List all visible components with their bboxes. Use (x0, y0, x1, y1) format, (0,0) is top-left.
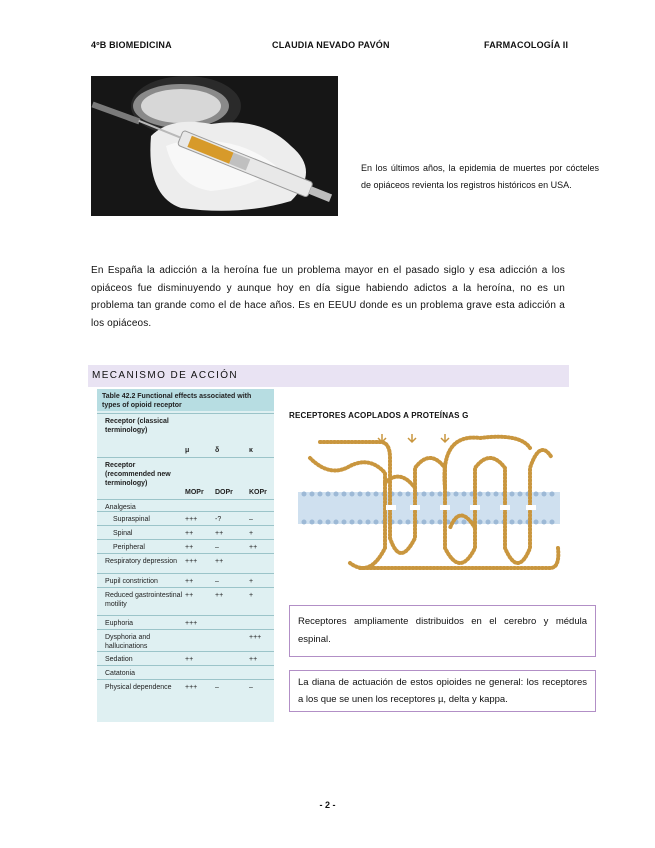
table-row-label: Analgesia (105, 504, 136, 511)
header-left: 4ºB BIOMEDICINA (91, 40, 172, 50)
photo-caption: En los últimos años, la epidemia de muertes por cócteles de opiáceos revienta los registros históricos en USA. (361, 163, 599, 190)
table-cell-kappa: ++ (249, 544, 258, 551)
table-cell-mu: +++ (185, 558, 198, 565)
table-row (97, 413, 274, 458)
table-row-label: Peripheral (113, 544, 145, 551)
table-row-label: Reduced gastrointestinal motility (105, 592, 183, 608)
table-row (97, 511, 274, 526)
table-row (97, 665, 274, 680)
table-cell-mu: ++ (185, 544, 194, 551)
table-row (97, 587, 274, 616)
table-row (97, 525, 274, 540)
receptor-title: RECEPTORES ACOPLADOS A PROTEÍNAS G (289, 411, 469, 420)
table-cell-mu: +++ (185, 516, 198, 523)
table-row (97, 651, 274, 666)
table-row-label: Euphoria (105, 620, 134, 627)
gpcr-diagram (290, 428, 567, 590)
table-row (97, 457, 274, 500)
table-cell-delta: DOPr (215, 489, 233, 496)
table-cell-kappa: + (249, 578, 254, 585)
table-cell-mu: ++ (185, 656, 194, 663)
table-cell-delta: ++ (215, 592, 224, 599)
header-right: FARMACOLOGÍA II (484, 40, 569, 50)
header-center: CLAUDIA NEVADO PAVÓN (272, 40, 390, 50)
table-row (97, 573, 274, 588)
table-row-label: Sedation (105, 656, 133, 663)
table-cell-kappa: – (249, 516, 253, 523)
gpcr-illustration (290, 428, 567, 590)
table-row (97, 679, 274, 702)
table-row-label: Spinal (113, 530, 133, 537)
table-cell-delta: δ (215, 447, 220, 454)
table-row-label: Physical dependence (105, 684, 172, 691)
table-title: Table 42.2 Functional effects associated with types of opioid receptor (97, 389, 274, 411)
body-paragraph: En España la adicción a la heroína fue un problema mayor en el pasado siglo y esa adicción a los opiáceos fue disminuyendo y aunque hoy en día sigue habiendo adictos a la heroína, no es un problema tan grande como el de hace años. Es en EEUU donde es un problema grave esta adicción a los opiáceos. (91, 265, 565, 329)
table-cell-mu: ++ (185, 530, 194, 537)
table-cell-mu: ++ (185, 592, 194, 599)
photo-illustration (91, 76, 338, 216)
table-cell-kappa: ++ (249, 656, 258, 663)
table-cell-mu: +++ (185, 620, 198, 627)
table-cell-kappa: – (249, 684, 253, 691)
table-cell-mu: MOPr (185, 489, 204, 496)
table-cell-mu: μ (185, 447, 190, 454)
page-number: - 2 - (319, 800, 336, 810)
table-cell-kappa: + (249, 530, 254, 537)
info-box-distribution: Receptores ampliamente distribuidos en el cerebro y médula espinal. (289, 605, 596, 657)
table-cell-delta: – (215, 684, 219, 691)
table-row-label: Respiratory depression (105, 558, 177, 565)
table-cell-kappa: κ (249, 447, 253, 454)
table-cell-delta: ++ (215, 558, 224, 565)
section-heading: MECANISMO DE ACCIÓN (88, 365, 569, 387)
table-cell-delta: – (215, 578, 219, 585)
opioid-receptor-table (97, 389, 274, 722)
heroin-photo (91, 76, 338, 216)
info-box-target: La diana de actuación de estos opioides ne general: los receptores a los que se unen los receptores µ, delta y kappa. (289, 670, 596, 712)
table-row-label: Receptor (classical terminology) (105, 418, 169, 434)
table-cell-delta: ++ (215, 530, 224, 537)
table-row (97, 553, 274, 574)
table-cell-mu: +++ (185, 684, 198, 691)
table-cell-kappa: KOPr (249, 489, 267, 496)
table-row (97, 629, 274, 652)
table-row-label: Receptor (recommended new terminology) (105, 462, 171, 487)
table-cell-delta: -? (215, 516, 222, 523)
table-row-label: Catatonia (105, 670, 135, 677)
table-cell-mu: ++ (185, 578, 194, 585)
table-cell-kappa: +++ (249, 634, 262, 641)
table-cell-delta: – (215, 544, 219, 551)
table-row-label: Dysphoria and hallucinations (105, 634, 151, 650)
table-cell-kappa: + (249, 592, 254, 599)
table-row-label: Pupil constriction (105, 578, 158, 585)
table-row (97, 615, 274, 630)
table-row (97, 539, 274, 554)
table-row-label: Supraspinal (113, 516, 150, 523)
